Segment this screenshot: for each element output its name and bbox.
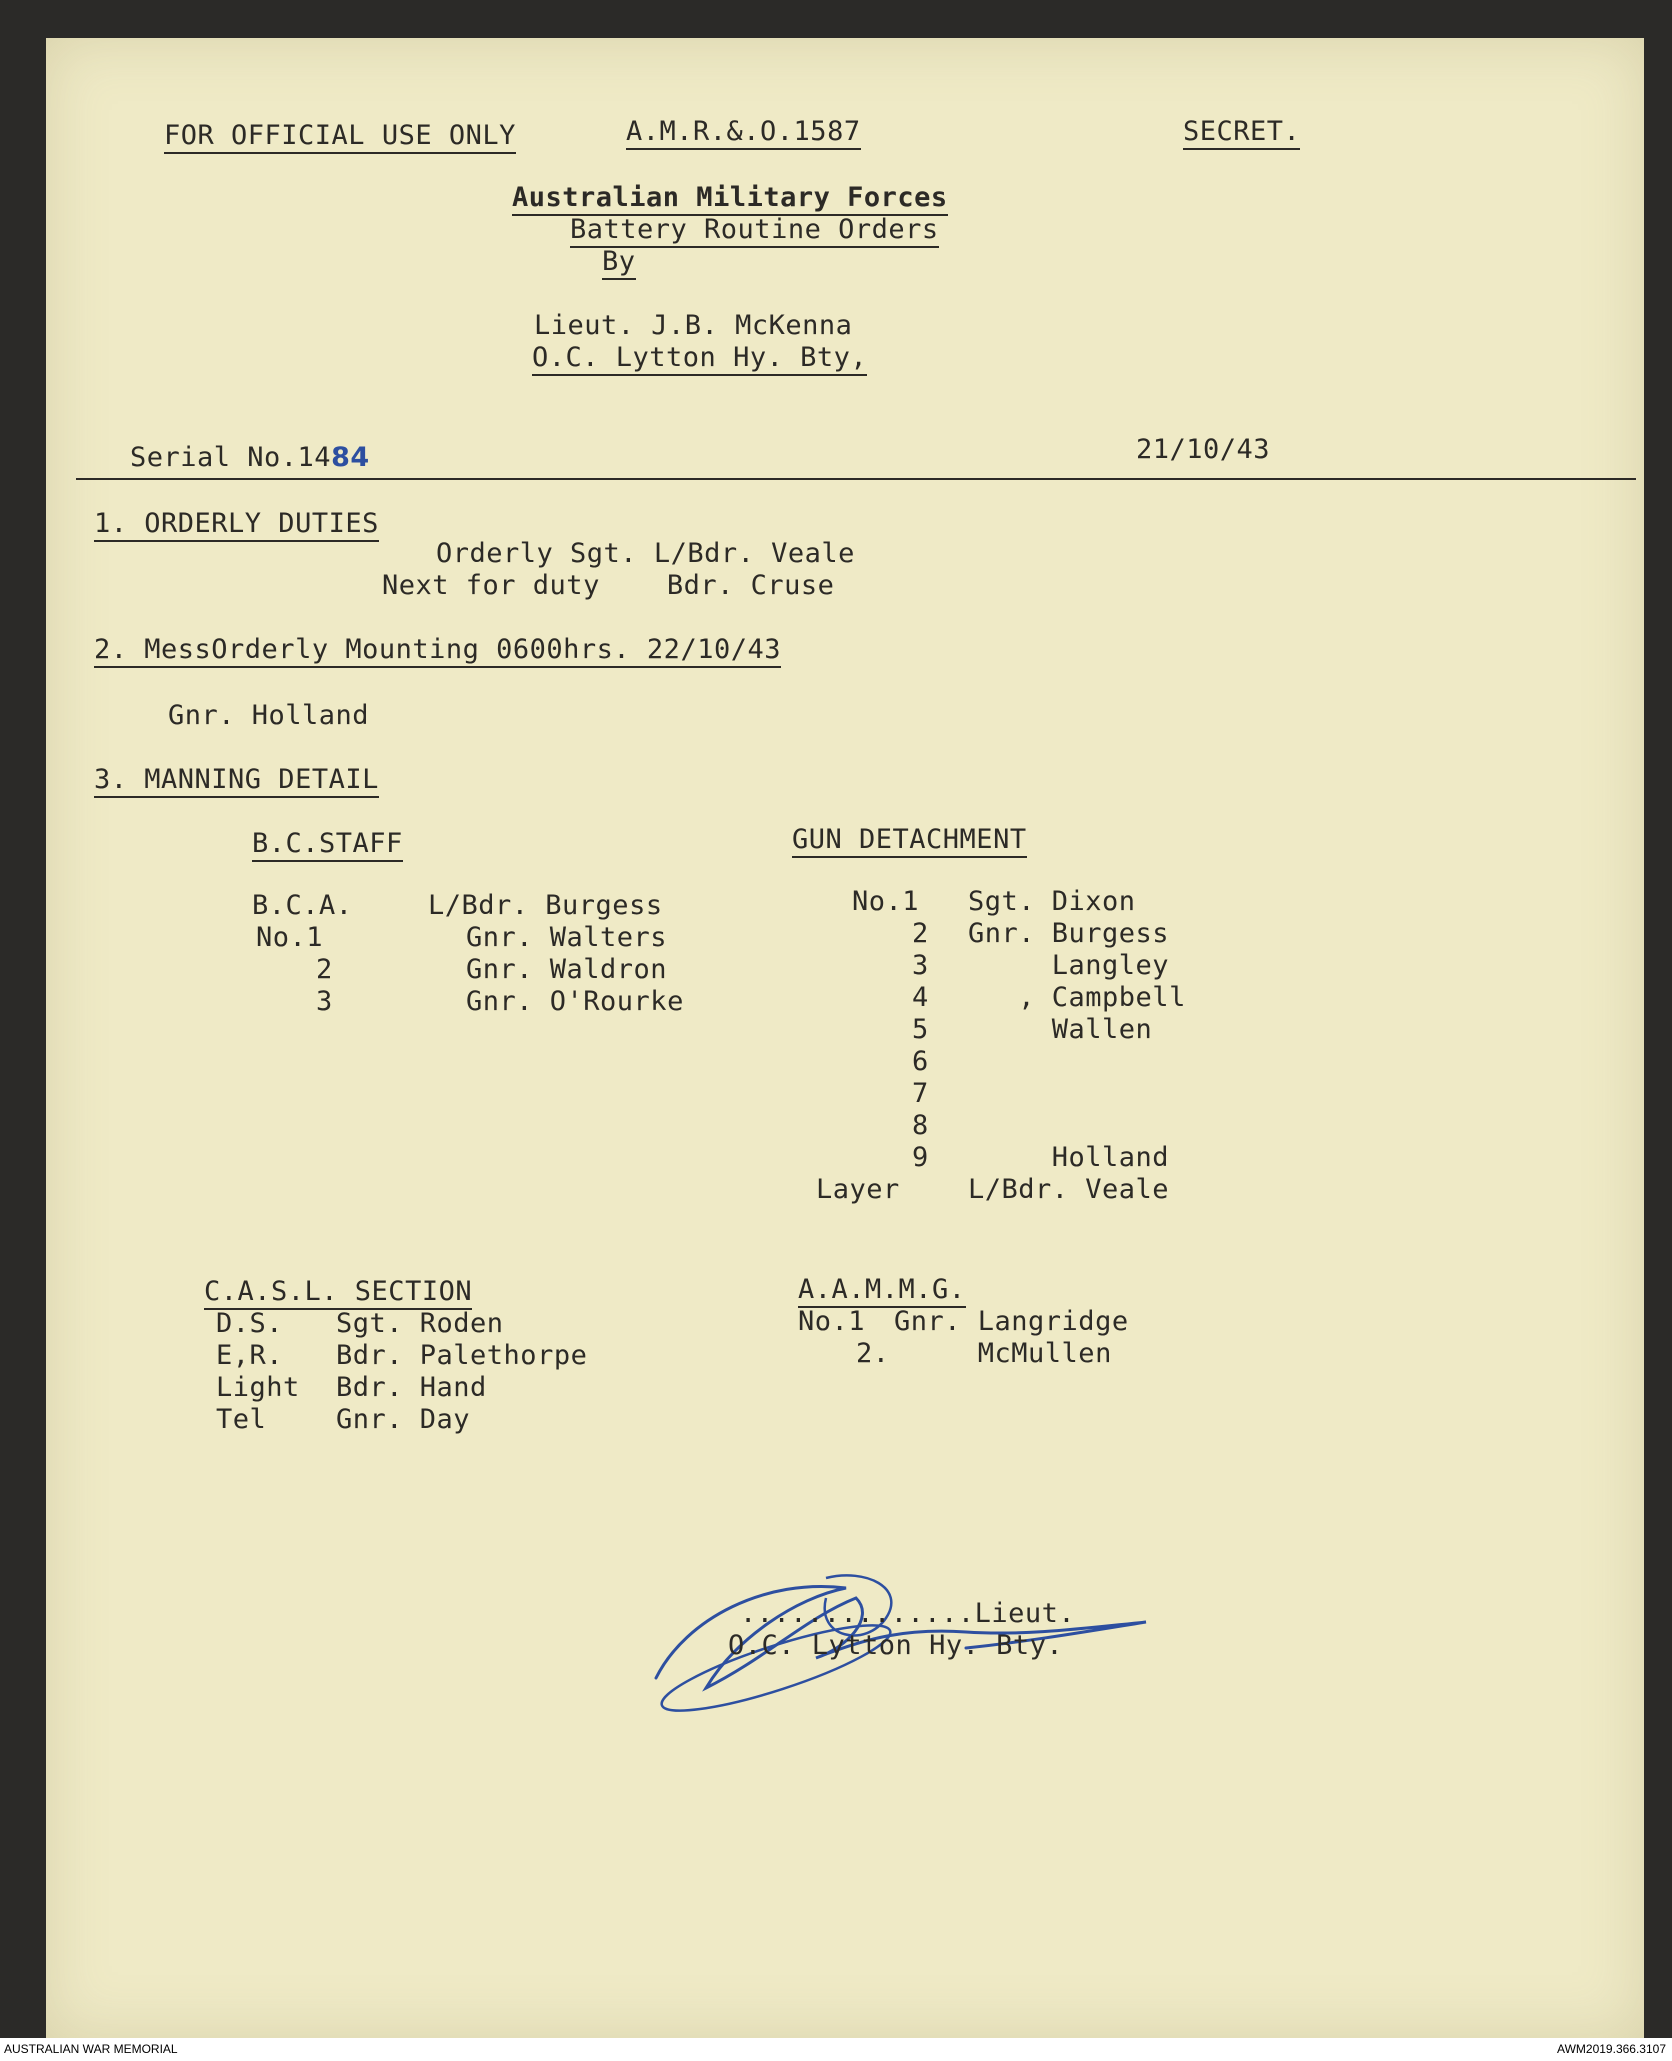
next-for-duty-line [382,570,834,602]
gun-row-pos: 9 [912,1142,929,1173]
gun-row-name: Langley [968,950,1170,981]
bc-row-name: Gnr. Waldron [466,954,668,985]
section3-heading-text: 3. MANNING DETAIL [94,764,379,798]
serial-number [130,442,370,474]
title-line2 [570,214,939,246]
classification-text: SECRET. [1183,116,1300,150]
footer-accession: AWM2019.366.3107 [1557,2042,1666,2056]
gun-row-pos: 6 [912,1046,929,1077]
casl-row-name: Bdr. Hand [336,1372,487,1403]
official-use-label [164,120,516,152]
gun-row-name: , Campbell [968,982,1186,1013]
bc-row-pos: B.C.A. [252,890,353,921]
officer-name [534,310,852,342]
officer-name-text: Lieut. J.B. McKenna [534,310,853,341]
mess-orderly-name [168,700,369,732]
casl-heading-text: C.A.S.L. SECTION [204,1276,472,1310]
aammg-heading-text: A.A.M.M.G. [798,1274,966,1308]
signature-title-text: O.C. Lytton Hy. Bty. [728,1630,1064,1661]
archive-footer [0,2038,1672,2061]
footer-institution: AUSTRALIAN WAR MEMORIAL [4,2042,178,2056]
bc-row-pos: 3 [316,986,333,1017]
unit-name [532,342,867,374]
mess-orderly-text: Gnr. Holland [168,700,370,731]
gun-row-pos: No.1 [852,886,920,917]
gun-row-name: Sgt. Dixon [968,886,1136,917]
casl-section-heading [204,1276,472,1308]
title-line3-text: By [602,246,636,280]
amr-text: A.M.R.&.O.1587 [626,116,861,150]
bc-staff-heading [252,828,403,860]
document-page [46,38,1644,2038]
unit-name-text: O.C. Lytton Hy. Bty, [532,342,867,376]
gun-row-pos: 8 [912,1110,929,1141]
gun-row-pos: 2 [912,918,929,949]
serial-divider [76,478,1636,480]
title-line1 [512,182,948,214]
next-for-duty-text: Next for duty Bdr. Cruse [382,570,835,601]
bc-row-name: Gnr. Walters [466,922,668,953]
title-line1-text: Australian Military Forces [512,182,948,216]
aammg-row-pos: 2. [856,1338,890,1369]
aammg-row-name: McMullen [894,1338,1112,1369]
title-line2-text: Battery Routine Orders [570,214,939,248]
amr-reference [626,116,861,148]
casl-row-pos: Light [216,1372,300,1403]
serial-label-text: Serial No.14 [130,442,332,473]
gun-row-name: Gnr. Burgess [968,918,1170,949]
serial-date [1136,434,1270,466]
section-manning-detail-heading [94,764,379,796]
gun-detachment-heading-text: GUN DETACHMENT [792,824,1027,858]
casl-row-name: Bdr. Palethorpe [336,1340,588,1371]
gun-row-name: Wallen [968,1014,1153,1045]
aammg-row-name: Gnr. Langridge [894,1306,1129,1337]
gun-row-pos: 3 [912,950,929,981]
orderly-sgt-line [436,538,855,570]
handwritten-serial: 84 [331,442,370,473]
gun-row-name: L/Bdr. Veale [968,1174,1170,1205]
title-line3 [602,246,636,278]
official-use-text: FOR OFFICIAL USE ONLY [164,120,516,154]
bc-row-name: Gnr. O'Rourke [466,986,684,1017]
bc-row-pos: No.1 [256,922,324,953]
signature-title [728,1630,1063,1662]
signature-line [740,1598,1075,1630]
classification-label [1183,116,1300,148]
section-mess-orderly-heading [94,634,781,666]
gun-row-pos: Layer [816,1174,900,1205]
casl-row-name: Sgt. Roden [336,1308,504,1339]
casl-row-name: Gnr. Day [336,1404,471,1435]
bc-staff-heading-text: B.C.STAFF [252,828,403,862]
orderly-sgt-text: Orderly Sgt. L/Bdr. Veale [436,538,855,569]
gun-row-pos: 7 [912,1078,929,1109]
casl-row-pos: Tel [216,1404,267,1435]
section-orderly-duties-heading [94,508,379,540]
bc-row-pos: 2 [316,954,333,985]
casl-row-pos: E,R. [216,1340,284,1371]
gun-row-name: Holland [968,1142,1170,1173]
aammg-heading [798,1274,966,1306]
section2-heading-text: 2. MessOrderly Mounting 0600hrs. 22/10/43 [94,634,781,668]
bc-row-name: L/Bdr. Burgess [428,890,663,921]
aammg-row-pos: No.1 [798,1306,866,1337]
signature-line-text: ..............Lieut. [740,1598,1076,1629]
serial-date-text: 21/10/43 [1136,434,1271,465]
gun-row-pos: 4 [912,982,929,1013]
gun-row-pos: 5 [912,1014,929,1045]
section1-heading-text: 1. ORDERLY DUTIES [94,508,379,542]
casl-row-pos: D.S. [216,1308,284,1339]
gun-detachment-heading [792,824,1027,856]
